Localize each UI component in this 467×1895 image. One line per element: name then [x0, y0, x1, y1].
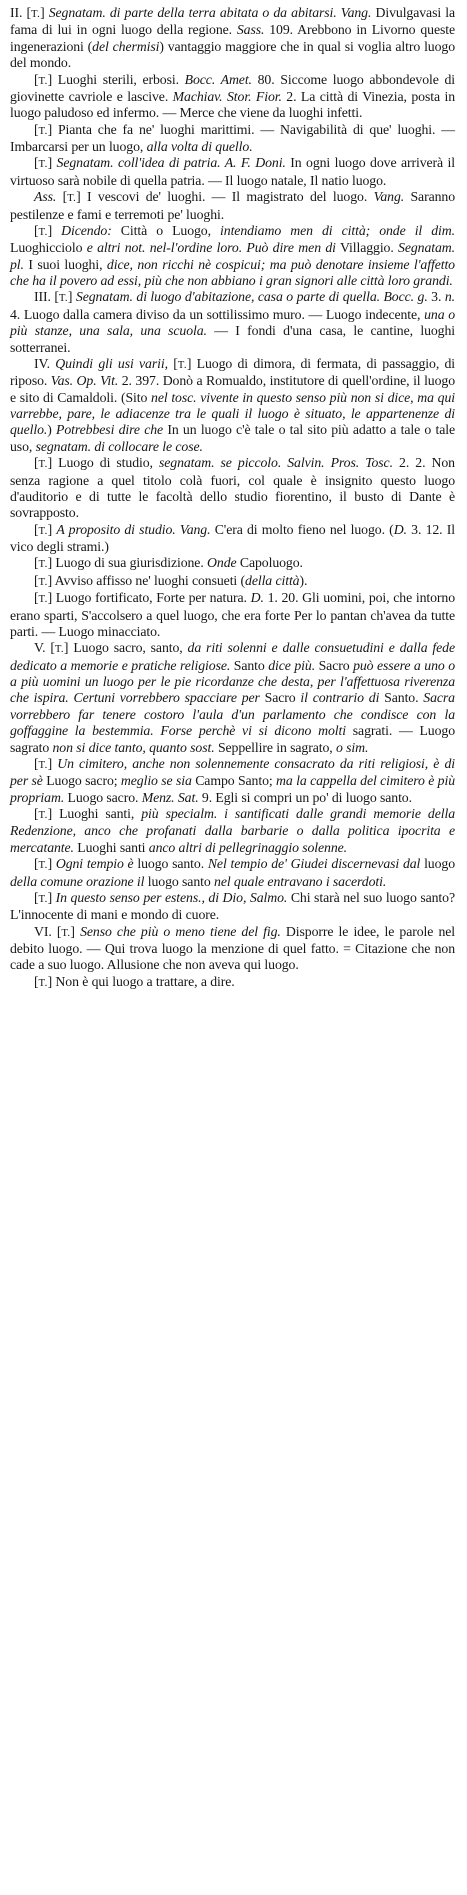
italic-run: Potrebbesi dire che [56, 422, 164, 438]
italic-run: una o più stanze, una sala, una scuola. [10, 306, 455, 339]
text-run: ] I vescovi de' luoghi. — Il magistrato del luogo. [76, 189, 374, 205]
text-run: Campo Santo; [191, 773, 277, 789]
entry-paragraph [10, 590, 455, 640]
text-run: ] Luogo di studio, [47, 455, 159, 471]
text-run: [ [34, 222, 39, 238]
italic-run: non si dice tanto, quanto sost. [52, 739, 215, 755]
text-run: [ [34, 973, 39, 989]
text-run: Saranno pestilenze e fami e terremoti pe' luoghi. [10, 189, 455, 222]
italic-run: Senso che più o meno tiene del fig. [80, 923, 281, 939]
italic-run: Segnatam. coll'idea di patria. A. F. Doni. [56, 155, 286, 171]
tag-label: T. [38, 575, 48, 588]
text-run: Divulgavasi la fama di lui in ogni luogo della regione. [10, 5, 456, 38]
tag-label: T. [31, 8, 41, 20]
text-run: II. [ [10, 5, 31, 20]
text-run: ] [47, 222, 62, 238]
entry-paragraph [10, 289, 455, 356]
tag-label: T. [38, 809, 48, 821]
text-run: Santo. [379, 690, 424, 706]
italic-run: più specialm. i santificati dalle grandi memorie della Redenzione, anco che profanati dalla barbarie o dalla politica ipocrita e mercatante. [10, 806, 455, 855]
text-run: ] [47, 889, 56, 905]
entry-paragraph [10, 806, 455, 856]
text-run: ) [47, 422, 57, 438]
tag-label: T. [38, 859, 48, 872]
entry-paragraph [10, 856, 455, 890]
text-run: ] Luoghi santi, [47, 806, 142, 821]
text-run: Luoghicciolo [10, 240, 87, 256]
text-run: ] Luogo di dimora, di fermata, di passaggio, di riposo. [10, 355, 456, 389]
tag-label: T. [38, 124, 48, 137]
text-run: 3. 12. Il vico degli strami.) [10, 521, 455, 554]
text-run: ] [40, 5, 49, 20]
tag-label: T. [38, 524, 48, 537]
italic-run: non ricchi nè cospicui; ma può denotare insieme l'affetto che ha il povero ad essi, più che non abbiano i gran signori alle città loro grandi. [10, 256, 455, 288]
italic-run: anco altri di pellegrinaggio solenne. [148, 839, 348, 855]
italic-run: D. [250, 590, 264, 606]
text-run: IV. [34, 355, 56, 371]
entry-paragraph [10, 5, 455, 72]
text-run: [ [34, 155, 39, 171]
text-run: Luoghi santi [73, 839, 149, 855]
text-run: [ [34, 755, 39, 771]
tag-label: T. [38, 74, 48, 87]
tag-label: T. [54, 643, 64, 656]
italic-run: Un cimitero, anche non solennemente consacrato da riti religiosi, è di per sè [10, 755, 456, 789]
text-run: Città o Luogo, [111, 222, 221, 238]
text-run: Chi starà nel suo luogo santo? L'innocente di mani e mondo di cuore. [10, 889, 455, 923]
text-run: C'era di molto fieno nel luogo. ( [210, 521, 394, 537]
text-run: 4. Luogo dalla camera diviso da un sottilissimo muro. — Luogo indecente, [10, 306, 425, 322]
italic-run: Vang. [373, 189, 405, 205]
italic-run: Segnatam. pl. [10, 240, 456, 272]
text-run: ] Luoghi sterili, erbosi. [47, 71, 185, 87]
text-run: ) vantaggio maggiore che in qual si voglia altro luogo del mondo. [10, 38, 455, 71]
text-run: ] Avviso affisso ne' luoghi consueti ( [47, 572, 246, 588]
italic-run: D. [393, 521, 407, 537]
text-run: sagrati. — Luogo sagrato [10, 723, 455, 755]
text-run: ] Luogo di sua giurisdizione. [47, 555, 208, 571]
tag-label: T. [38, 458, 48, 471]
italic-run: meglio se sia [120, 773, 192, 789]
text-run: V. [ [34, 640, 55, 656]
text-run: [ [34, 455, 39, 471]
text-run: ] [47, 521, 57, 537]
italic-run: può essere a uno o a più uomini un luogo per le pie ricordanze che desta, per l'affettuosa riverenza che ispira. Certuni vorrebbero spacciare per [10, 657, 456, 706]
tag-label: T. [67, 192, 77, 205]
italic-run: Nel tempio de' Giudei discernevasi dal [207, 856, 421, 872]
text-run: Luogo sacro. [64, 789, 142, 805]
text-run: Villaggio. [335, 240, 399, 256]
text-run: Luogo sacro; [42, 773, 121, 789]
tag-label: T. [38, 892, 48, 905]
italic-run: della città [245, 572, 300, 588]
text-run: 3. [427, 289, 445, 305]
italic-run: dice, [106, 256, 133, 272]
text-run: Santo [230, 657, 269, 673]
text-run: 109. Arebbono in Livorno queste ingenerazioni ( [10, 22, 455, 54]
italic-run: n. [444, 289, 455, 305]
text-run: In un luogo c'è tale o tal sito più adatto a tale o tale uso, [10, 422, 456, 454]
entry-paragraph [10, 356, 455, 455]
text-run: [ [34, 889, 39, 905]
italic-run: Vas. Op. Vit. [50, 373, 119, 389]
italic-run: intendiamo men di città; onde il dim. [220, 222, 456, 238]
entry-paragraph [10, 223, 455, 290]
italic-run: segnatam. se piccolo. Salvin. Pros. Tosc. [158, 455, 393, 471]
entry-paragraph [10, 890, 455, 924]
italic-run: nel quale entravano i sacerdoti. [214, 873, 387, 889]
italic-run: Dicendo: [61, 222, 112, 238]
text-run: [ [34, 555, 39, 571]
italic-run: Segnatam. di parte della terra abitata o da abitarsi. Vang. [48, 5, 372, 20]
text-run: In ogni luogo dove arriverà il virtuoso sarà nobile di quella patria. — Il luogo natale, Il natio luogo. [10, 155, 455, 188]
entry-paragraph [10, 122, 455, 156]
text-run: 80. Siccome luogo abbondevole di giovinette cavriole e lascive. [10, 71, 456, 104]
italic-run: segnatam. di collocare le cose. [35, 438, 203, 454]
entry-paragraph [10, 573, 455, 590]
text-run: 9. Egli si compri un po' di luogo santo. [198, 789, 412, 805]
text-run: ] [70, 923, 81, 939]
italic-run: Segnatam. di luogo d'abitazione, casa o parte di quella. Bocc. g. [75, 289, 428, 305]
tag-label: T. [38, 225, 48, 238]
italic-run: Bocc. Amet. [184, 71, 252, 87]
text-run: Sacro [259, 690, 301, 706]
text-run: 2. La città di Vinezia, posta in luogo paludoso ed infermo. — Merce che viene da luoghi infetti. [10, 88, 455, 121]
italic-run: Sacra vorrebbero far tenere costoro l'aula d'un parlamento che condisce con la goffaggine la bestemmia. Forse perchè vi si dicono molti [10, 690, 455, 739]
entry-paragraph [10, 974, 455, 991]
entry-paragraph [10, 72, 455, 122]
tag-label: T. [58, 292, 68, 305]
italic-run: Ogni tempio è [55, 856, 134, 872]
text-run: [ [34, 590, 39, 606]
text-run: [ [34, 856, 39, 872]
text-run: — I fondi d'una casa, le cantine, luoghi sotterranei. [10, 323, 455, 355]
tag-label: T. [38, 758, 48, 771]
italic-run: Ass. [34, 189, 57, 205]
italic-run: o sim. [335, 739, 369, 755]
text-run: ] Pianta che fa ne' luoghi marittimi. — Navigabilità di que' luoghi. — Imbarcarsi per un luogo, [10, 121, 455, 154]
italic-run: del chermisi [92, 38, 160, 54]
italic-run: e altri not. nel-l'ordine loro. Può dire men di [86, 240, 336, 256]
tag-label: T. [38, 593, 48, 606]
italic-run: Machiav. Stor. Fior. [172, 88, 282, 104]
text-run: I suoi luoghi, [23, 256, 107, 272]
text-run: ] [47, 856, 56, 872]
text-run: ] Luogo fortificato, Forte per natura. [47, 590, 251, 606]
text-run: ). [299, 572, 308, 588]
text-run: Seppellire in sagrato, [214, 739, 336, 755]
entry-paragraph [10, 555, 455, 572]
text-run: [ [167, 355, 178, 371]
text-run: [ [56, 189, 68, 205]
italic-run: ma la cappella del cimitero è più propriam. [10, 773, 455, 805]
text-run: Capoluogo. [236, 555, 303, 571]
tag-label: T. [38, 976, 48, 989]
text-run: [ [34, 121, 39, 137]
text-run: [ [34, 572, 39, 588]
italic-run: da riti solenni e dalle consuetudini e dalla fede dedicato a memorie e pratiche religiose. [10, 640, 455, 673]
tag-label: T. [61, 926, 71, 939]
italic-run: Quindi gli usi varii, [55, 355, 168, 371]
text-run: 2. 2. Non senza ragione a quel titolo colà fuori, col quale è insignito questo luogo d'auditorio e di tutte le facoltà dello studio fiorentino, il busto di Dante è sovrapposto. [10, 455, 455, 521]
text-run: 1. 20. Gli uomini, poi, che intorno erano sparti, S'accolsero a quel luogo, che era forte Per lo pantan ch'avea da tutte parti. — Luogo minacciato. [10, 590, 455, 639]
text-run: VI. [ [34, 923, 62, 939]
text-run: [ [34, 806, 39, 821]
entry-paragraph [10, 455, 455, 522]
italic-run: In questo senso per estens., di Dio, Salmo. [55, 889, 288, 905]
text-run: ] Luogo sacro, santo, [63, 640, 188, 656]
text-run: luogo santo [144, 873, 215, 889]
tag-label: T. [38, 158, 48, 171]
text-run: ] [67, 289, 76, 305]
text-run: [ [34, 521, 39, 537]
tag-label: T. [38, 558, 48, 571]
entry-paragraph [10, 155, 455, 189]
entry-paragraph [10, 640, 455, 756]
italic-run: della comune orazione il [10, 873, 145, 889]
italic-run: Onde [207, 555, 237, 571]
text-run: III. [ [34, 289, 59, 305]
text-run: [ [34, 71, 39, 87]
italic-run: Sass. [236, 22, 265, 38]
text-run: ] [47, 155, 57, 171]
text-run: Disporre le idee, le parole nel debito luogo. — Qui trova luogo la menzione di quel fatto. = Citazione che non cade a suo luogo. Allusione che non aveva qui luogo. [10, 923, 456, 973]
text-run: luogo [420, 856, 455, 872]
text-run: ] Non è qui luogo a trattare, a dire. [47, 973, 235, 989]
entry-paragraph [10, 522, 455, 556]
italic-run: dice più. [268, 657, 316, 673]
italic-run: nel tosc. vivente in questo senso più non si dice, ma qui varrebbe, pare, le adiacenze tra le quali il luogo è situato, le appartenenze di quello. [10, 389, 455, 438]
entry-paragraph [10, 189, 455, 223]
italic-run: alla volta di quello. [146, 139, 253, 154]
entry-paragraph [10, 924, 455, 974]
italic-run: il contrario di [300, 690, 380, 706]
entry-paragraph [10, 756, 455, 806]
italic-run: A proposito di studio. Vang. [56, 521, 211, 537]
text-run: ] [47, 755, 58, 771]
text-run: luogo santo. [133, 856, 208, 872]
tag-label: T. [177, 358, 187, 371]
text-run: 2. 397. Donò a Romualdo, institutore di quell'ordine, il luogo e sito di Camaldoli. (Sito [10, 373, 455, 405]
text-run: Sacro [315, 657, 354, 673]
italic-run: Menz. Sat. [141, 789, 199, 805]
